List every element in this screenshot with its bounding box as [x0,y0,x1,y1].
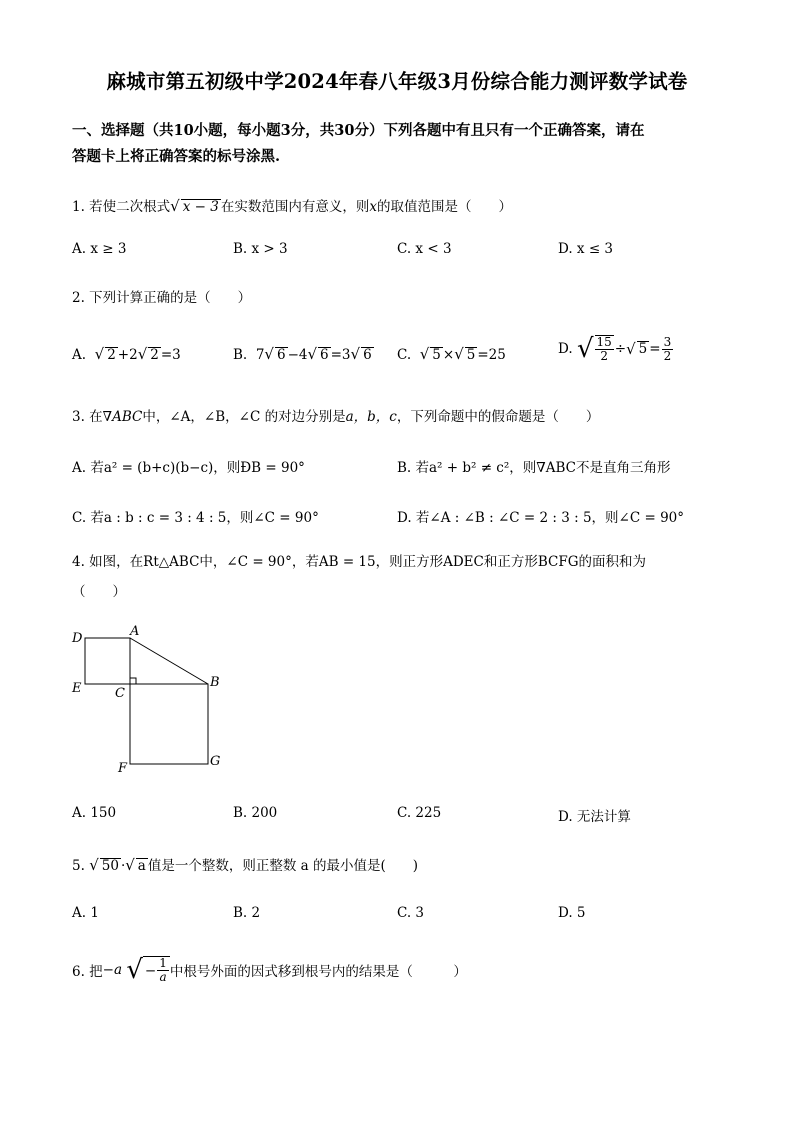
q5-option-d[interactable]: D. 5 [558,905,586,921]
q3-suffix: ，下列命题中的假命题是（ ） [396,409,600,425]
question-4-stem-line1: 4. 如图，在Rt△ABC中，∠C = 90°，若AB = 15，则正方形ADEC和正方形BCFG的面积和为 [72,554,647,570]
q6-suffix: 中根号外面的因式移到根号内的结果是（ ） [169,964,467,980]
q3-triangle: ∇ABC [102,409,143,425]
q2-option-d-label: D. [558,341,573,357]
q3-option-d[interactable]: D. 若∠A : ∠B : ∠C = 2 : 3 : 5，则∠C = 90° [397,510,685,526]
q2d-den2: 2 [663,348,672,363]
q2a-t1: +2 [117,347,138,363]
q2d-num2: 3 [663,334,672,349]
q4-option-b[interactable]: B. 200 [233,805,278,821]
q2a-r2: 2 [150,347,159,363]
question-6-stem [72,955,467,985]
label-e: E [72,681,82,696]
square-adec [85,638,130,684]
q2b-r2: 6 [320,347,329,363]
sqrt-sign-icon: √ [307,345,318,363]
q2d-num1: 15 [596,335,612,350]
q1-option-c[interactable]: C. x < 3 [397,241,452,257]
sqrt-sign-icon: √ [350,345,361,363]
question-5-stem [72,854,418,874]
page-title: 麻城市第五初级中学2024年春八年级3月份综合能力测评数学试卷 [106,70,688,93]
q1-prefix: 1. 若使二次根式 [72,199,171,215]
q6-radicand [143,956,170,983]
label-d: D [72,631,83,646]
q2b-r1: 6 [276,347,286,363]
q5-option-c[interactable]: C. 3 [397,905,425,921]
q1-option-d[interactable]: D. x ≤ 3 [558,241,614,257]
sqrt-sign-icon: √ [626,340,636,358]
q1-suffix2: 的取值范围是（ ） [376,199,512,215]
q1-radicand: x − 3 [182,199,219,215]
q2d-den1: 2 [600,349,608,363]
q4-option-c[interactable]: C. 225 [397,805,442,821]
question-4-stem-line2: （ ） [72,584,126,600]
q4-figure-lines [85,638,208,764]
q6-prefix: 6. 把 [72,964,103,980]
q5-r2: a [137,858,146,874]
q5-option-b[interactable]: B. 2 [233,905,261,921]
right-angle-mark [130,678,136,684]
q2c-r2: 5 [466,347,476,363]
q6-den: a [159,970,167,984]
q5-r1: 50 [101,858,119,874]
sqrt-sign-icon: √ [94,345,105,363]
sqrt-sign-icon: √ [170,197,180,215]
q6-num: 1 [159,956,167,971]
q3-option-a[interactable]: A. 若a² = (b+c)(b−c)，则ÐB = 90° [72,460,305,476]
q6-neg-a: −a [102,962,123,978]
q2d-sqrt [577,334,615,364]
q2c-t2: =25 [477,347,506,363]
label-g: G [210,754,221,769]
q3-option-c[interactable]: C. 若a : b : c = 3 : 4 : 5，则∠C = 90° [72,510,319,526]
q2b-r3: 6 [363,347,372,363]
question-1-stem [72,195,512,215]
q2d-eq: = [649,341,661,357]
q2-option-d[interactable] [558,334,674,364]
q2d-div: ÷ [614,341,627,357]
q3-mid: 中，∠A，∠B，∠C 的对边分别是 [142,409,346,425]
q4-option-d[interactable]: D. 无法计算 [558,809,631,825]
q2a-r1: 2 [107,347,116,363]
hypotenuse-ab [130,638,208,684]
q2d-frac1 [595,335,614,362]
q3-prefix: 3. 在 [72,409,103,425]
q3-abc: a，b，c [345,409,397,425]
q2-option-a[interactable] [72,345,181,363]
q5-dot: · [120,858,126,874]
label-b: B [210,675,220,690]
q5-prefix: 5. [72,858,85,874]
q6-minus: − [144,962,157,979]
q1-var: x [369,199,377,215]
q2d-r2: 5 [638,341,648,358]
q2-option-c-label: C. [397,347,412,363]
question-3-stem [72,405,599,425]
sqrt-sign-icon: √ [576,334,594,364]
q2-option-a-label: A. [72,347,87,363]
sqrt-sign-icon: √ [137,345,148,363]
q1-option-b[interactable]: B. x > 3 [233,241,288,257]
q2-option-b-label: B. [233,347,248,363]
label-c: C [115,686,125,701]
q6-sqrt [126,955,170,985]
q2b-t1: −4 [287,347,308,363]
q2b-t0: 7 [255,347,265,363]
q2-option-b[interactable] [233,345,374,363]
q2-option-c[interactable] [397,345,506,363]
square-bcfg [130,684,208,764]
q6-frac [157,957,169,983]
q2a-t2: =3 [160,347,181,363]
q1-option-a[interactable]: A. x ≥ 3 [72,241,127,257]
sqrt-sign-icon: √ [89,856,99,874]
sqrt-sign-icon: √ [454,345,464,363]
q2c-r1: 5 [432,347,441,363]
sqrt-sign-icon: √ [264,345,274,363]
sqrt-sign-icon: √ [419,345,430,363]
label-a: A [130,624,140,639]
section-heading-line1: 一、选择题（共10小题，每小题3分，共30分）下列各题中有且只有一个正确答案，请在 [72,122,645,139]
label-f: F [118,761,128,776]
q4-figure [60,620,240,780]
q2d-frac2 [662,336,674,362]
q5-suffix: 值是一个整数，则正整数 a 的最小值是( ) [147,858,419,874]
section-heading-line2: 答题卡上将正确答案的标号涂黑. [72,148,281,165]
question-2-stem: 2. 下列计算正确的是（ ） [72,290,252,306]
q4-option-a[interactable]: A. 150 [72,805,117,821]
q5-option-a[interactable]: A. 1 [72,905,99,921]
q2b-t2: =3 [330,347,351,363]
q1-suffix: 在实数范围内有意义，则 [220,199,370,215]
sqrt-sign-icon: √ [125,856,135,874]
q3-option-b[interactable]: B. 若a² + b² ≠ c²，则∇ABC不是直角三角形 [397,460,671,476]
q2c-t1: × [442,347,455,363]
sqrt-sign-icon: √ [126,955,143,985]
